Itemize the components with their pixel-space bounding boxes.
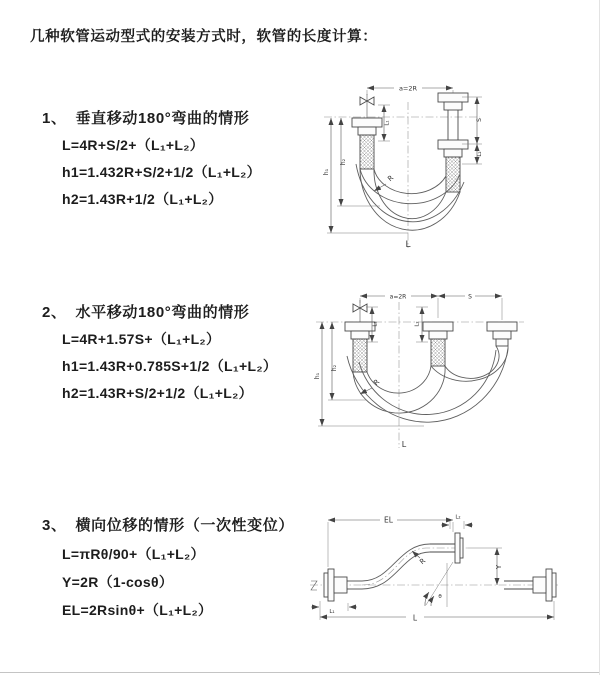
length-label: L xyxy=(405,240,411,250)
dim-l2-label: L₂ xyxy=(455,514,461,521)
dim-l1-label: L₁ xyxy=(372,321,379,327)
dim-l xyxy=(320,601,554,623)
section-1-formula-l: L=4R+S/2+（L₁+L₂） xyxy=(62,137,205,153)
page-title: 几种软管运动型式的安装方式时，软管的长度计算： xyxy=(30,29,378,45)
dim-l1-label: L₁ xyxy=(384,120,391,126)
diagram-lateral-displacement xyxy=(300,505,600,645)
upper-flange xyxy=(430,533,463,563)
radius-label: R xyxy=(418,556,428,567)
section-2-formula-h2: h2=1.43R+S/2+1/2（L₁+L₂） xyxy=(62,385,253,401)
valve-icon xyxy=(360,94,374,118)
angle-theta-label: θ xyxy=(438,594,442,600)
dim-l-label: L xyxy=(412,613,418,623)
dim-el-label: EL xyxy=(384,515,393,525)
section-2-number: 2、 xyxy=(42,304,67,321)
section-3-number: 3、 xyxy=(42,517,67,534)
dim-s-label: S xyxy=(468,293,472,301)
dim-h1-label: h₁ xyxy=(323,168,330,176)
hose-arcs xyxy=(347,346,508,422)
section-2-heading xyxy=(42,301,249,322)
middle-flange xyxy=(423,322,453,366)
radius-label: R xyxy=(386,173,396,184)
right-flange xyxy=(487,322,517,346)
dim-h2-label: h₂ xyxy=(340,158,347,166)
section-3-formula-y: Y=2R（1-cosθ） xyxy=(62,574,174,590)
length-label: L xyxy=(401,440,407,449)
dim-el xyxy=(328,516,453,568)
section-3-formula-l: L=πRθ/90+（L₁+L₂） xyxy=(62,546,205,562)
braided-hose-section xyxy=(360,135,374,169)
dim-h1-label: h₁ xyxy=(314,372,321,380)
dim-h2-label: h₂ xyxy=(331,364,338,372)
diagram-vertical-180-bend xyxy=(312,74,597,254)
section-2-formula-l: L=4R+1.57S+（L₁+L₂） xyxy=(62,331,221,347)
dim-l2-label: L₂ xyxy=(477,151,483,157)
dim-l2 xyxy=(441,515,473,530)
angle-construction xyxy=(425,562,453,607)
valve-icon xyxy=(353,300,367,322)
radius-label: R xyxy=(372,377,382,388)
section-3-formula-el: EL=2Rsinθ+（L₁+L₂） xyxy=(62,602,213,618)
dim-y-label: Y xyxy=(495,564,503,570)
section-2-title: 水平移动180°弯曲的情形 xyxy=(75,304,250,321)
section-2-formula-h1: h1=1.43R+0.785S+1/2（L₁+L₂） xyxy=(62,358,278,374)
dim-l1-label: L₁ xyxy=(329,609,335,615)
section-3-title: 横向位移的情形（一次性变位） xyxy=(75,517,294,534)
section-1-formula-h1: h1=1.432R+S/2+1/2（L₁+L₂） xyxy=(62,164,261,180)
section-1-heading xyxy=(42,107,249,128)
dim-l2-label: L₂ xyxy=(414,321,421,327)
dim-s-label: S xyxy=(476,118,483,122)
braided-hose-section xyxy=(431,339,445,366)
dim-a2r-label: a=2R xyxy=(389,293,407,301)
section-3-heading xyxy=(42,514,294,535)
moving-end-pipe xyxy=(438,93,468,192)
page-bottom-rule xyxy=(0,672,600,673)
fixed-end-flange xyxy=(352,118,382,169)
braided-hose-section xyxy=(353,339,367,372)
radius-callout xyxy=(412,551,427,566)
section-1-number: 1、 xyxy=(42,110,67,127)
section-1-title: 垂直移动180°弯曲的情形 xyxy=(75,110,250,127)
diagram-horizontal-180-bend xyxy=(306,276,596,456)
dim-a2r-label: a=2R xyxy=(398,84,418,93)
dim-s-l2 xyxy=(462,97,483,164)
dim-s xyxy=(438,292,502,321)
section-1-formula-h2: h2=1.43R+1/2（L₁+L₂） xyxy=(62,191,223,207)
axis-mark xyxy=(311,581,317,590)
dim-l1 xyxy=(311,603,357,615)
dim-y xyxy=(468,548,503,585)
braided-hose-section xyxy=(446,157,460,192)
